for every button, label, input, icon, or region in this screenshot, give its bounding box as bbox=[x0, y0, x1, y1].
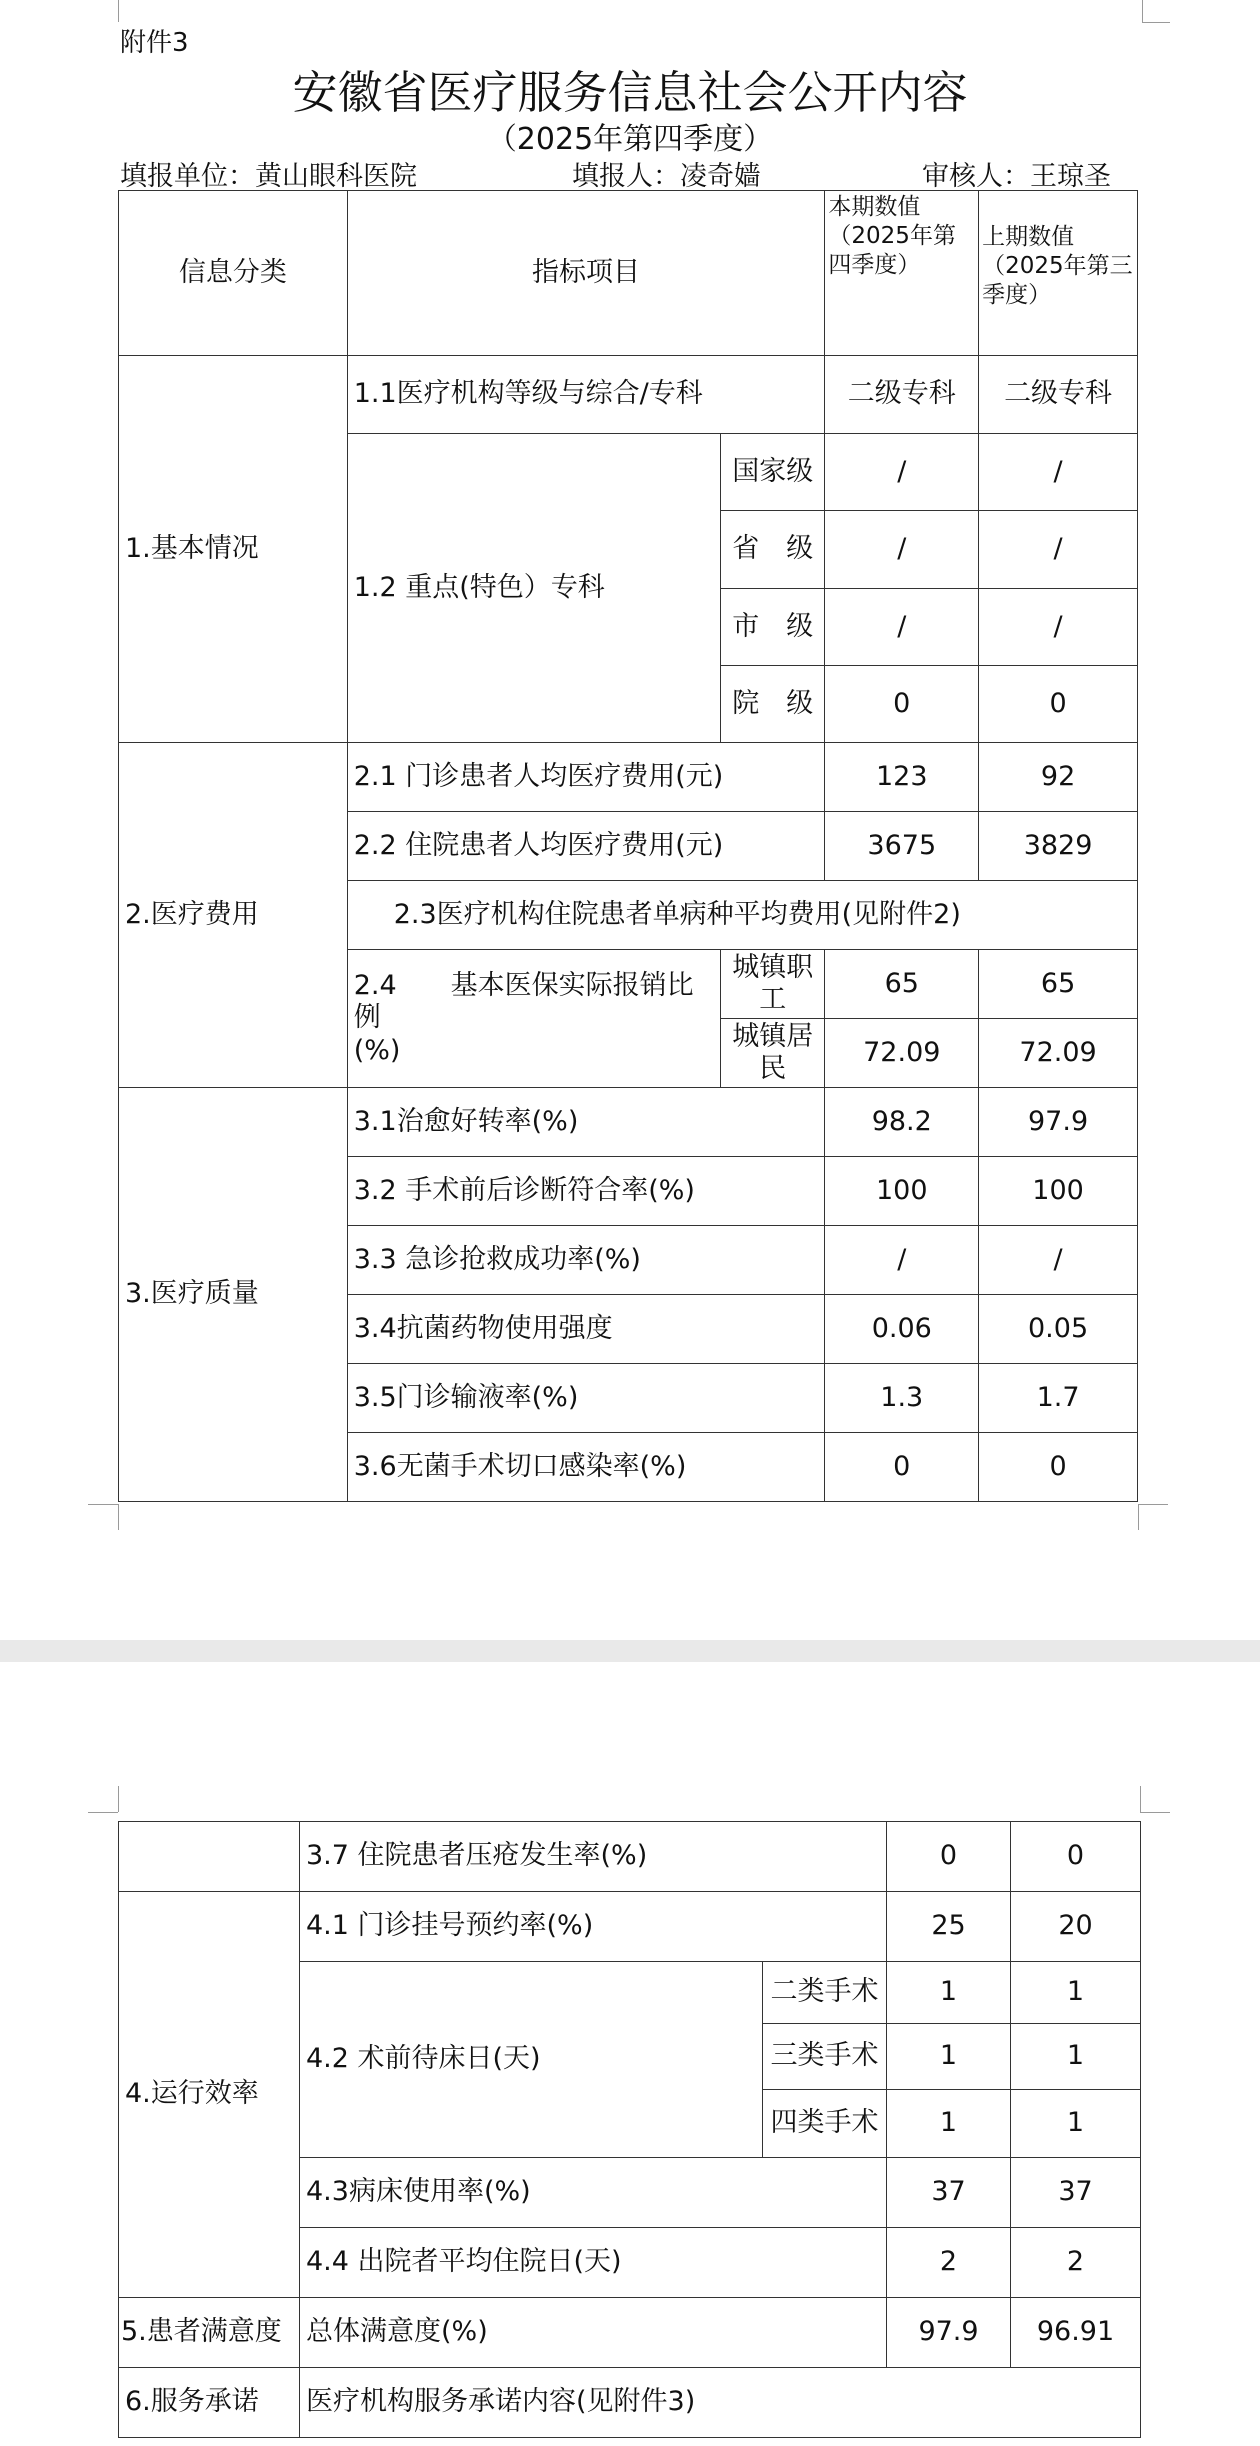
category-medical-quality: 3.医疗质量 bbox=[119, 1088, 348, 1502]
current-value: 3675 bbox=[825, 812, 979, 881]
indicator-name: 1.1医疗机构等级与综合/专科 bbox=[347, 356, 825, 434]
current-value: 1 bbox=[887, 2090, 1011, 2158]
indicator-name: 4.2 术前待床日(天) bbox=[300, 1962, 763, 2158]
fold-mark bbox=[1138, 1504, 1168, 1505]
fold-mark bbox=[88, 1812, 118, 1813]
category-basic-info: 1.基本情况 bbox=[119, 356, 348, 743]
current-value: 100 bbox=[825, 1157, 979, 1226]
indicator-name: 3.3 急诊抢救成功率(%) bbox=[347, 1226, 825, 1295]
page-title: 安徽省医疗服务信息社会公开内容 bbox=[292, 66, 968, 119]
current-value: 25 bbox=[887, 1892, 1011, 1962]
category-medical-cost: 2.医疗费用 bbox=[119, 743, 348, 1088]
attachment-label: 附件3 bbox=[120, 28, 189, 58]
previous-value: / bbox=[979, 511, 1138, 589]
indicator-name: 3.4抗菌药物使用强度 bbox=[347, 1295, 825, 1364]
current-value: 0 bbox=[825, 666, 979, 743]
current-value: 二级专科 bbox=[825, 356, 979, 434]
current-value: 2 bbox=[887, 2228, 1011, 2298]
previous-value: 0 bbox=[1011, 1822, 1141, 1892]
reviewer: 审核人：王琼圣 bbox=[922, 161, 1111, 192]
fold-mark bbox=[1140, 1786, 1141, 1812]
indicator-name: 3.2 手术前后诊断符合率(%) bbox=[347, 1157, 825, 1226]
indicator-name: 1.2 重点(特色）专科 bbox=[347, 434, 721, 743]
current-value: 1.3 bbox=[825, 1364, 979, 1433]
header-previous: 上期数值（2025年第三季度） bbox=[979, 191, 1138, 356]
indicator-name-line2: (%) bbox=[353, 1034, 401, 1066]
table-row bbox=[119, 1892, 1141, 1962]
table-row bbox=[119, 1822, 1141, 1892]
indicator-name: 3.1治愈好转率(%) bbox=[347, 1088, 825, 1157]
info-table-part-2 bbox=[118, 1821, 1141, 2438]
previous-value: 92 bbox=[979, 743, 1138, 812]
current-value: / bbox=[825, 434, 979, 511]
current-value: / bbox=[825, 1226, 979, 1295]
current-value: 0 bbox=[825, 1433, 979, 1502]
indicator-name bbox=[347, 950, 721, 1088]
surgery-type-label: 二类手术 bbox=[763, 1962, 887, 2024]
previous-value: 97.9 bbox=[979, 1088, 1138, 1157]
table-row bbox=[119, 2368, 1141, 2438]
previous-value: 2 bbox=[1011, 2228, 1141, 2298]
previous-value: 1.7 bbox=[979, 1364, 1138, 1433]
previous-value: / bbox=[979, 589, 1138, 666]
current-value: 37 bbox=[887, 2158, 1011, 2228]
insurance-type-label: 城镇居民 bbox=[721, 1019, 825, 1088]
header-category: 信息分类 bbox=[119, 191, 348, 356]
category-service-commitment: 6.服务承诺 bbox=[119, 2368, 300, 2438]
fold-mark bbox=[1138, 1504, 1139, 1530]
current-value: 65 bbox=[825, 950, 979, 1019]
previous-value: 0 bbox=[979, 666, 1138, 743]
indicator-name: 3.6无菌手术切口感染率(%) bbox=[347, 1433, 825, 1502]
indicator-name: 2.2 住院患者人均医疗费用(元) bbox=[347, 812, 825, 881]
previous-value: 二级专科 bbox=[979, 356, 1138, 434]
previous-value: / bbox=[979, 1226, 1138, 1295]
indicator-name: 医疗机构服务承诺内容(见附件3) bbox=[300, 2368, 1141, 2438]
indicator-name: 3.7 住院患者压疮发生率(%) bbox=[300, 1822, 887, 1892]
page-separator bbox=[0, 1640, 1260, 1662]
indicator-name: 4.4 出院者平均住院日(天) bbox=[300, 2228, 887, 2298]
surgery-type-label: 三类手术 bbox=[763, 2024, 887, 2090]
sub-level-label: 国家级 bbox=[721, 434, 825, 511]
current-value: 1 bbox=[887, 1962, 1011, 2024]
indicator-name: 2.1 门诊患者人均医疗费用(元) bbox=[347, 743, 825, 812]
previous-value: 96.91 bbox=[1011, 2298, 1141, 2368]
document-page-2 bbox=[0, 1662, 1260, 2446]
current-value: / bbox=[825, 511, 979, 589]
table-row bbox=[119, 1088, 1138, 1157]
current-value: 0 bbox=[887, 1822, 1011, 1892]
fold-mark bbox=[1142, 22, 1170, 23]
sub-level-label: 省 级 bbox=[721, 511, 825, 589]
fold-mark bbox=[88, 1504, 118, 1505]
current-value: 0.06 bbox=[825, 1295, 979, 1364]
fold-mark bbox=[1140, 1812, 1170, 1813]
previous-value: 1 bbox=[1011, 2024, 1141, 2090]
indicator-name: 4.1 门诊挂号预约率(%) bbox=[300, 1892, 887, 1962]
current-value: 1 bbox=[887, 2024, 1011, 2090]
current-value: 72.09 bbox=[825, 1019, 979, 1088]
current-value: 123 bbox=[825, 743, 979, 812]
category-operation-efficiency: 4.运行效率 bbox=[119, 1892, 300, 2298]
previous-value: 65 bbox=[979, 950, 1138, 1019]
table-header-row bbox=[119, 191, 1138, 356]
previous-value: 20 bbox=[1011, 1892, 1141, 1962]
previous-value: 0.05 bbox=[979, 1295, 1138, 1364]
header-indicator: 指标项目 bbox=[347, 191, 825, 356]
indicator-name: 总体满意度(%) bbox=[300, 2298, 887, 2368]
current-value: / bbox=[825, 589, 979, 666]
fold-mark bbox=[1142, 0, 1143, 22]
previous-value: 0 bbox=[979, 1433, 1138, 1502]
indicator-name-line1: 2.4 基本医保实际报销比例 bbox=[353, 969, 694, 1034]
category-empty bbox=[119, 1822, 300, 1892]
previous-value: / bbox=[979, 434, 1138, 511]
previous-value: 3829 bbox=[979, 812, 1138, 881]
current-value: 98.2 bbox=[825, 1088, 979, 1157]
previous-value: 37 bbox=[1011, 2158, 1141, 2228]
previous-value: 1 bbox=[1011, 2090, 1141, 2158]
reporter: 填报人：凌奇嫱 bbox=[572, 161, 761, 192]
info-table-part-1 bbox=[118, 190, 1138, 1502]
table-row bbox=[119, 2298, 1141, 2368]
insurance-type-label: 城镇职工 bbox=[721, 950, 825, 1019]
category-patient-satisfaction: 5.患者满意度 bbox=[119, 2298, 300, 2368]
fold-mark bbox=[118, 1504, 119, 1530]
current-value: 97.9 bbox=[887, 2298, 1011, 2368]
table-row bbox=[119, 356, 1138, 434]
indicator-name: 2.3医疗机构住院患者单病种平均费用(见附件2) bbox=[347, 881, 1137, 950]
sub-level-label: 市 级 bbox=[721, 589, 825, 666]
previous-value: 72.09 bbox=[979, 1019, 1138, 1088]
fold-mark bbox=[118, 1786, 119, 1812]
table-row bbox=[119, 743, 1138, 812]
page-subtitle: （2025年第四季度） bbox=[486, 122, 774, 157]
reporting-unit: 填报单位：黄山眼科医院 bbox=[120, 161, 417, 192]
previous-value: 100 bbox=[979, 1157, 1138, 1226]
sub-level-label: 院 级 bbox=[721, 666, 825, 743]
header-current: 本期数值（2025年第四季度） bbox=[825, 191, 979, 356]
indicator-name: 3.5门诊输液率(%) bbox=[347, 1364, 825, 1433]
indicator-name: 4.3病床使用率(%) bbox=[300, 2158, 887, 2228]
fold-mark bbox=[118, 0, 119, 22]
previous-value: 1 bbox=[1011, 1962, 1141, 2024]
surgery-type-label: 四类手术 bbox=[763, 2090, 887, 2158]
